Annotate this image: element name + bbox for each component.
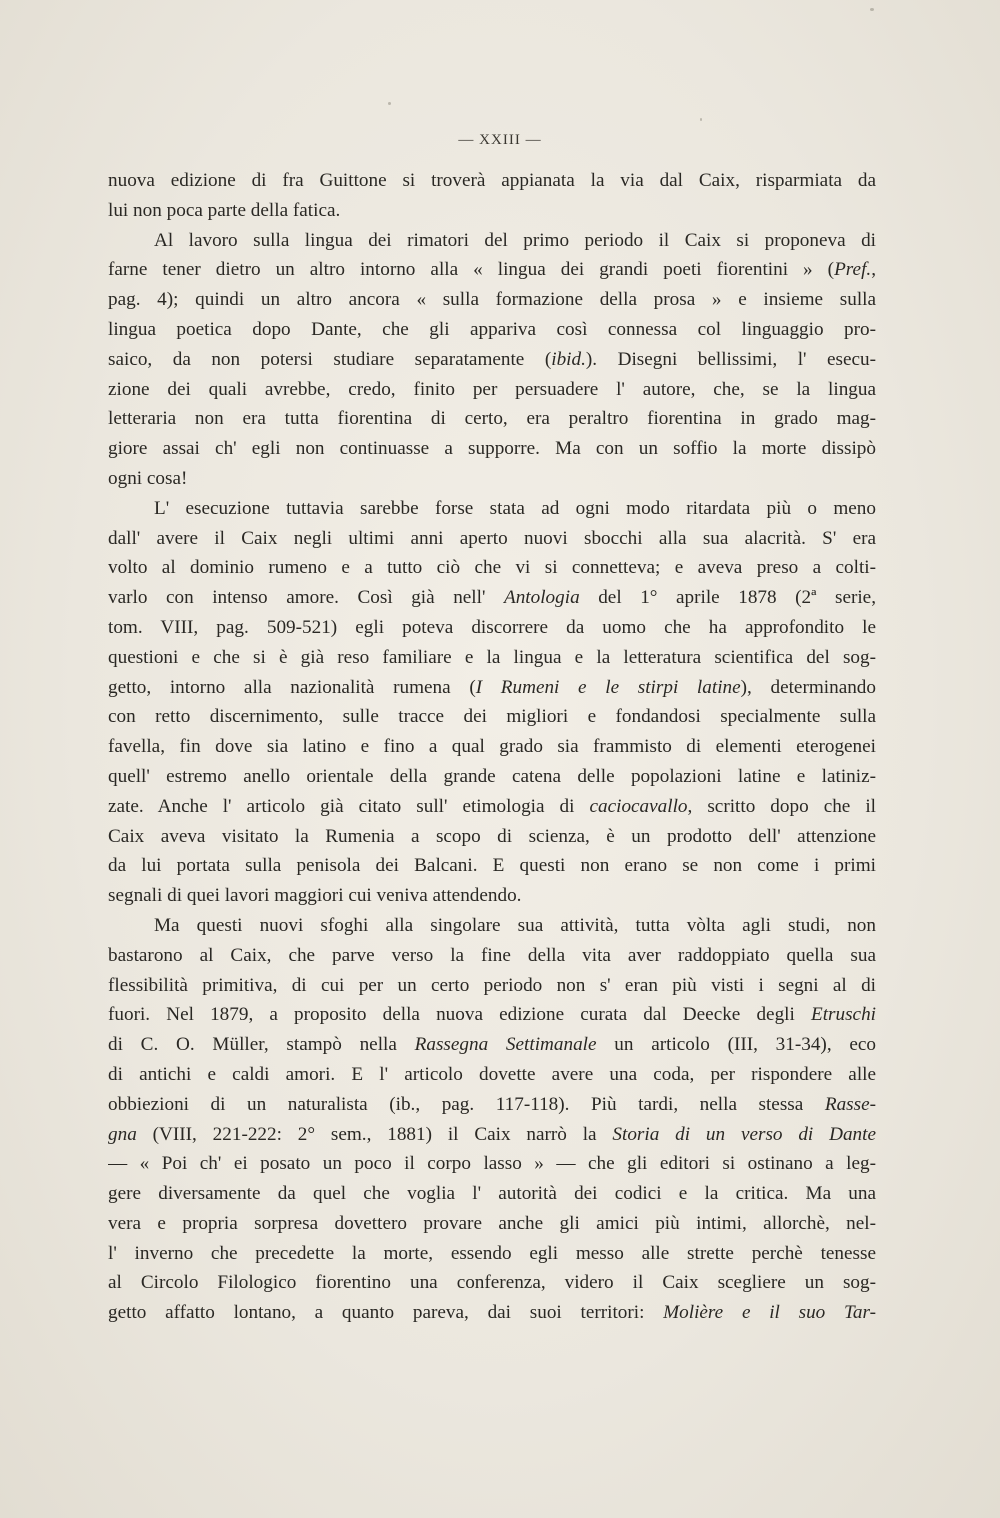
text-line: Caix aveva visitato la Rumenia a scopo di scienza, è un prodotto dell' attenzione: [108, 825, 876, 847]
body-text: [108, 166, 876, 1328]
text-line: questioni e che si è già reso familiare e la lingua e la letteratura scientifica del sog-: [108, 646, 876, 668]
text-line: zate. Anche l' articolo già citato sull' etimologia di caciocavallo, scritto dopo che il: [108, 795, 876, 817]
paper-speck: [870, 8, 874, 11]
text-line: ogni cosa!: [108, 467, 188, 489]
text-line: volto al dominio rumeno e a tutto ciò che vi si connetteva; e aveva preso a colti-: [108, 557, 876, 579]
text-line: L' esecuzione tuttavia sarebbe forse stata ad ogni modo ritardata più o meno: [154, 497, 876, 519]
text-line: lui non poca parte della fatica.: [108, 199, 341, 221]
text-line: saico, da non potersi studiare separatamente (ibid.). Disegni bellissimi, l' esecu-: [108, 348, 876, 370]
text-line: da lui portata sulla penisola dei Balcani. E questi non erano se non come i primi: [108, 855, 876, 877]
text-line: getto, intorno alla nazionalità rumena (I Rumeni e le stirpi latine), determinando: [108, 676, 876, 698]
text-line: Al lavoro sulla lingua dei rimatori del primo periodo il Caix si proponeva di: [154, 229, 876, 251]
text-line: varlo con intenso amore. Così già nell' Antologia del 1° aprile 1878 (2ª serie,: [108, 587, 876, 609]
text-line: di antichi e caldi amori. E l' articolo dovette avere una coda, per rispondere alle: [108, 1063, 876, 1085]
text-line: quell' estremo anello orientale della grande catena delle popolazioni latine e latiniz-: [108, 765, 876, 787]
text-line: al Circolo Filologico fiorentino una conferenza, videro il Caix scegliere un sog-: [108, 1272, 876, 1294]
text-line: Ma questi nuovi sfoghi alla singolare sua attività, tutta vòlta agli studi, non: [154, 914, 876, 936]
text-line: farne tener dietro un altro intorno alla « lingua dei grandi poeti fiorentini » (Pref.,: [108, 259, 876, 281]
text-line: zione dei quali avrebbe, credo, finito per persuadere l' autore, che, se la lingua: [108, 378, 876, 400]
text-line: di C. O. Müller, stampò nella Rassegna Settimanale un articolo (III, 31-34), eco: [108, 1034, 876, 1056]
page-number-header: — XXIII —: [458, 132, 542, 148]
text-line: lingua poetica dopo Dante, che gli appariva così connessa col linguaggio pro-: [108, 318, 876, 340]
text-line: bastarono al Caix, che parve verso la fine della vita aver raddoppiato quella sua: [108, 944, 876, 966]
text-line: letteraria non era tutta fiorentina di certo, era peraltro fiorentina in grado mag-: [108, 408, 876, 430]
text-line: giore assai ch' egli non continuasse a supporre. Ma con un soffio la morte dissipò: [108, 438, 876, 460]
text-line: flessibilità primitiva, di cui per un certo periodo non s' eran più visti i segni al di: [108, 974, 876, 996]
text-line: dall' avere il Caix negli ultimi anni aperto nuovi sbocchi alla sua alacrità. S' era: [108, 527, 876, 549]
text-line: favella, fin dove sia latino e fino a qual grado sia frammisto di elementi eterogenei: [108, 736, 876, 758]
text-line: vera e propria sorpresa dovettero provare anche gli amici più intimi, allorchè, nel-: [108, 1212, 876, 1234]
text-line: obbiezioni di un naturalista (ib., pag. 117-118). Più tardi, nella stessa Rasse-: [108, 1093, 876, 1115]
text-line: getto affatto lontano, a quanto pareva, dai suoi territori: Molière e il suo Tar-: [108, 1302, 876, 1324]
text-line: con retto discernimento, sulle tracce dei migliori e fondandosi specialmente sulla: [108, 706, 876, 728]
text-line: gna (VIII, 221-222: 2° sem., 1881) il Caix narrò la Storia di un verso di Dante: [108, 1123, 876, 1145]
text-line: l' inverno che precedette la morte, essendo egli messo alle strette perchè tenesse: [108, 1242, 876, 1264]
text-line: — « Poi ch' ei posato un poco il corpo lasso » — che gli editori si ostinano a leg-: [108, 1153, 876, 1175]
paper-speck: [388, 102, 391, 105]
text-line: fuori. Nel 1879, a proposito della nuova edizione curata dal Deecke degli Etruschi: [108, 1004, 876, 1026]
text-line: segnali di quei lavori maggiori cui veniva attendendo.: [108, 885, 522, 907]
paper-speck: [700, 118, 702, 121]
text-line: tom. VIII, pag. 509-521) egli poteva discorrere da uomo che ha approfondito le: [108, 616, 876, 638]
text-line: nuova edizione di fra Guittone si troverà appianata la via dal Caix, risparmiata da: [108, 170, 876, 191]
text-line: pag. 4); quindi un altro ancora « sulla formazione della prosa » e insieme sulla: [108, 289, 876, 311]
text-line: gere diversamente da quel che voglia l' autorità dei codici e la critica. Ma una: [108, 1183, 876, 1205]
